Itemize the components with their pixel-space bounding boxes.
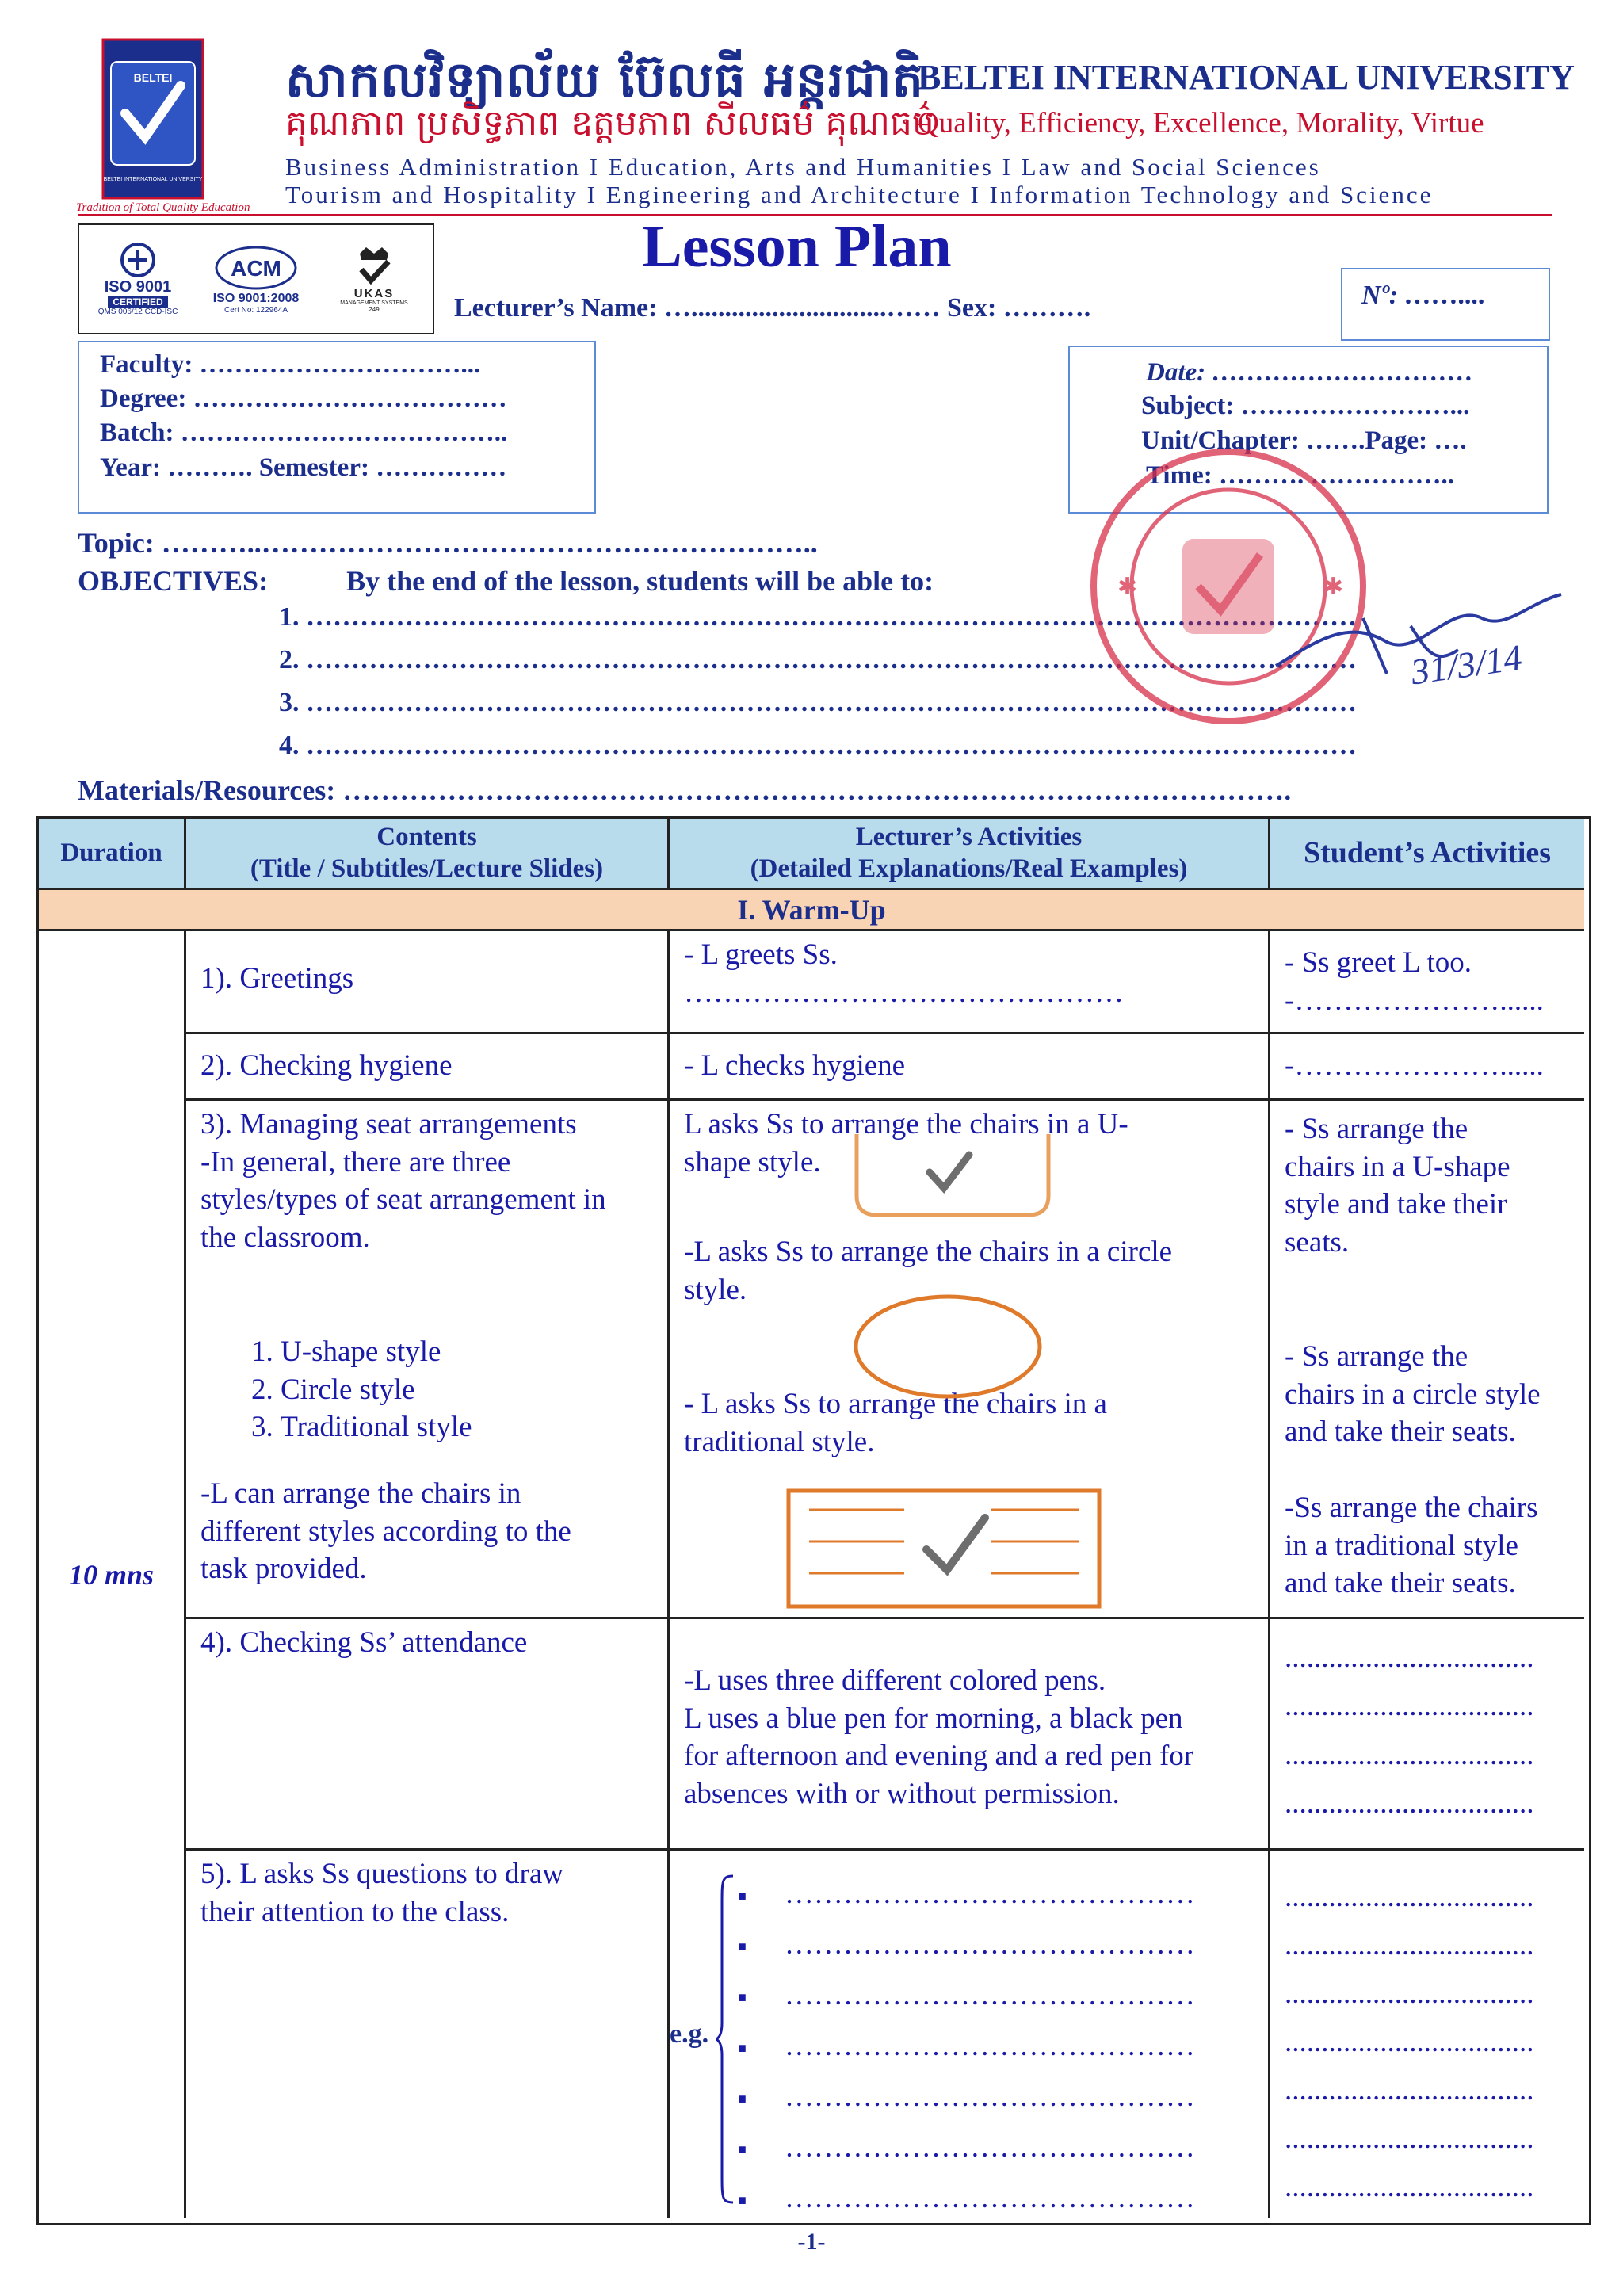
header-lecturer-subtitle: (Detailed Explanations/Real Examples) <box>750 854 1188 883</box>
seat-style-list-item: 3. Traditional style <box>251 1411 472 1444</box>
lecturer-text: style. <box>684 1274 747 1307</box>
lesson-plan-table <box>36 816 1591 2225</box>
content-text: task provided. <box>200 1553 367 1586</box>
example-dots: …………………………………… <box>784 2131 1195 2164</box>
number-field: Nº: …….... <box>1361 281 1486 310</box>
student-dots: .................................. <box>1285 2026 1534 2058</box>
student-dots: -…………………...... <box>1285 984 1544 1017</box>
lecturer-text: L uses a blue pen for morning, a black pen <box>684 1702 1183 1735</box>
time-field: Time: ………. …………….. <box>1146 461 1454 490</box>
faculty-field: Faculty: …………………………... <box>100 350 481 379</box>
example-question-line <box>738 1971 1195 2022</box>
lecturer-cell-questions <box>670 1851 1270 2218</box>
lecturer-dots: ……………………………………… <box>684 976 1124 1009</box>
stamp-date: 31/3/14 <box>1408 636 1525 693</box>
date-field: Date: ………………………… <box>1146 358 1474 387</box>
materials-field: Materials/Resources: ………………………………………………………………………………………. <box>78 774 1292 806</box>
student-text: style and take their <box>1285 1188 1507 1221</box>
student-text: - Ss greet L too. <box>1285 946 1472 979</box>
student-text: in a traditional style <box>1285 1529 1518 1562</box>
example-question-line <box>738 2073 1195 2123</box>
header-lecturer <box>670 819 1270 890</box>
lecturer-text: shape style. <box>684 1145 821 1179</box>
student-dots: .................................. <box>1285 1641 1534 1674</box>
example-dots: …………………………………… <box>784 2080 1195 2114</box>
duration-value: 10 mns <box>68 1558 155 1591</box>
objectives-heading <box>78 564 934 598</box>
student-text: and take their seats. <box>1285 1415 1516 1449</box>
student-cell-questions <box>1270 1851 1584 2218</box>
example-question-line <box>738 2022 1195 2073</box>
university-name-khmer: សាកលវិទ្យាល័យ ប៊ែលធី អន្តរជាតិ <box>285 51 924 109</box>
example-question-list <box>738 1870 1195 2225</box>
content-cell-questions <box>186 1851 670 2218</box>
example-dots: …………………………………… <box>784 2030 1195 2063</box>
course-info-box <box>78 341 596 514</box>
student-dots: .................................. <box>1285 1881 1534 1913</box>
acm-cert-no: Cert No: 122964A <box>223 305 288 315</box>
content-text: 4). Checking Ss’ attendance <box>200 1626 528 1659</box>
student-dots: .................................. <box>1285 2171 1534 2203</box>
content-text: their attention to the class. <box>200 1895 510 1928</box>
student-dots: .................................. <box>1285 1977 1534 2010</box>
header-duration <box>39 819 186 890</box>
example-dots: …………………………………… <box>784 1878 1195 1910</box>
faculties-line-1: Business Administration I Education, Arts and Humanities I Law and Social Sciences <box>285 153 1321 181</box>
student-text: seats. <box>1285 1226 1350 1259</box>
content-text: 5). L asks Ss questions to draw <box>200 1858 564 1890</box>
logo-ring-text: BELTEI INTERNATIONAL UNIVERSITY <box>103 177 203 182</box>
student-cell-hygiene <box>1270 1034 1584 1101</box>
lecturer-text: absences with or without permission. <box>684 1778 1120 1811</box>
student-dots: .................................. <box>1285 1690 1534 1723</box>
student-dots: .................................. <box>1285 2074 1534 2107</box>
example-dots: …………………………………… <box>784 2182 1195 2215</box>
svg-text:✱: ✱ <box>1117 574 1138 600</box>
ukas-label: UKAS <box>353 286 395 300</box>
duration-cell <box>39 931 186 2218</box>
iso-code: QMS 006/12 CCD-ISC <box>97 308 178 316</box>
student-cell-attendance <box>1270 1619 1584 1851</box>
unit-chapter-field: Unit/Chapter: …….Page: …. <box>1141 426 1467 455</box>
acm-certification <box>197 225 315 333</box>
bullet-icon: ■ <box>738 2091 747 2107</box>
objective-line: 3. ……………………………………………………………………………………………………… <box>279 688 1357 717</box>
content-text: -In general, there are three <box>200 1145 511 1179</box>
header-student-label: Student’s Activities <box>1303 835 1552 869</box>
seat-style-list-item: 2. Circle style <box>251 1373 415 1406</box>
curly-brace-icon <box>716 1873 736 2206</box>
student-text: - Ss arrange the <box>1285 1113 1468 1145</box>
bullet-icon: ■ <box>738 1939 747 1955</box>
header-contents-subtitle: (Title / Subtitles/Lecture Slides) <box>250 854 604 883</box>
ukas-sub: MANAGEMENT SYSTEMS <box>340 300 408 306</box>
lecturer-text: L asks Ss to arrange the chairs in a U- <box>684 1108 1128 1140</box>
objective-line: 1. ……………………………………………………………………………………………………… <box>279 602 1357 632</box>
university-logo <box>101 38 204 204</box>
crown-check-icon <box>350 246 398 287</box>
content-cell-hygiene <box>186 1034 670 1101</box>
student-text: and take their seats. <box>1285 1567 1516 1600</box>
page-title: Lesson Plan <box>642 213 952 280</box>
student-dots: .................................. <box>1285 1929 1534 1962</box>
certification-logos <box>78 223 434 334</box>
lecturer-text: - L checks hygiene <box>684 1049 906 1082</box>
student-dots: .................................. <box>1285 1787 1534 1820</box>
u-shape-diagram <box>850 1133 1056 1220</box>
lecturer-cell-hygiene <box>670 1034 1270 1101</box>
lecturer-text: traditional style. <box>684 1425 875 1458</box>
content-text: the classroom. <box>200 1221 370 1255</box>
traditional-diagram <box>785 1488 1102 1614</box>
lecturer-text: - L greets Ss. <box>684 938 838 971</box>
objectives-label: OBJECTIVES: <box>78 565 269 597</box>
checkmark-icon <box>930 1155 969 1188</box>
content-text: 3). Managing seat arrangements <box>200 1108 577 1140</box>
content-text: styles/types of seat arrangement in <box>200 1183 606 1217</box>
student-text: chairs in a U-shape <box>1285 1150 1510 1183</box>
example-question-line <box>738 1920 1195 1971</box>
student-text: chairs in a circle style <box>1285 1377 1541 1411</box>
objective-line: 2. ……………………………………………………………………………………………………… <box>279 645 1357 674</box>
example-label: e.g. <box>670 2019 709 2049</box>
faculties-line-2: Tourism and Hospitality I Engineering and Architecture I Information Technology and Science <box>285 181 1434 208</box>
university-name-english: BELTEI INTERNATIONAL UNIVERSITY <box>918 58 1575 97</box>
example-question-line <box>738 1870 1195 1920</box>
ukas-certification <box>315 225 433 333</box>
seat-style-list-item: 1. U-shape style <box>251 1335 441 1368</box>
year-semester-field: Year: ………. Semester: …………… <box>100 453 507 482</box>
content-cell-attendance <box>186 1619 670 1851</box>
bullet-icon: ■ <box>738 1888 747 1904</box>
bullet-icon: ■ <box>738 2141 747 2158</box>
header-student <box>1270 819 1584 890</box>
bullet-icon: ■ <box>738 2040 747 2057</box>
topic-field: Topic: ………..………………………………………………….. <box>78 527 818 559</box>
student-dots: .................................. <box>1285 2122 1534 2155</box>
acm-globe-icon <box>212 244 300 292</box>
section-warm-up: I. Warm-Up <box>39 890 1584 931</box>
lecturer-cell-seating <box>670 1101 1270 1619</box>
content-cell-greetings <box>186 931 670 1034</box>
iso-globe-icon <box>114 242 162 278</box>
subject-field: Subject: ……………………... <box>1141 392 1470 420</box>
iso-certified: CERTIFIED <box>108 296 167 308</box>
header-contents <box>186 819 670 890</box>
example-dots: …………………………………… <box>784 1928 1195 1962</box>
acm-iso: ISO 9001:2008 <box>212 291 300 305</box>
motto-english: Quality, Efficiency, Excellence, Morality, Virtue <box>918 107 1484 139</box>
header-duration-label: Duration <box>60 838 162 867</box>
header-lecturer-title: Lecturer’s Activities <box>855 822 1083 851</box>
content-text: 2). Checking hygiene <box>200 1049 453 1082</box>
batch-field: Batch: ……………………………….. <box>100 418 508 447</box>
content-text: 1). Greetings <box>200 962 354 995</box>
ukas-number: 249 <box>369 305 380 313</box>
student-text: -Ss arrange the chairs <box>1285 1492 1538 1525</box>
student-cell-greetings <box>1270 931 1584 1034</box>
student-dots: .................................. <box>1285 1738 1534 1771</box>
page-number: -1- <box>797 2229 826 2255</box>
logo-text: BELTEI <box>133 71 173 84</box>
lecturer-text: for afternoon and evening and a red pen for <box>684 1740 1194 1773</box>
lecturer-name-field: Lecturer’s Name: ….............................…… Sex: ………. <box>454 293 1091 323</box>
degree-field: Degree: ……………………………… <box>100 384 507 413</box>
student-text: - Ss arrange the <box>1285 1339 1468 1373</box>
tradition-tagline: Tradition of Total Quality Education <box>76 201 250 214</box>
content-text: -L can arrange the chairs in <box>200 1477 521 1511</box>
iso-label: ISO 9001 <box>104 278 172 296</box>
checkmark-icon <box>926 1518 985 1570</box>
acm-label: ACM <box>231 255 281 281</box>
lecturer-text: -L uses three different colored pens. <box>684 1664 1106 1697</box>
header-contents-title: Contents <box>376 822 477 851</box>
circle-diagram <box>850 1291 1045 1402</box>
content-text: different styles according to the <box>200 1515 571 1548</box>
objective-line: 4. ……………………………………………………………………………………………………… <box>279 731 1357 760</box>
example-question-line <box>738 2174 1195 2225</box>
lecturer-text: - L asks Ss to arrange the chairs in a <box>684 1387 1107 1420</box>
bullet-icon: ■ <box>738 2192 747 2209</box>
student-dots: -…………………...... <box>1285 1049 1544 1082</box>
student-cell-seating <box>1270 1101 1584 1619</box>
content-cell-seating <box>186 1101 670 1619</box>
lecturer-cell-greetings <box>670 931 1270 1034</box>
bullet-icon: ■ <box>738 1989 747 2006</box>
objectives-intro: By the end of the lesson, students will be able to: <box>346 565 934 597</box>
lecturer-text: -L asks Ss to arrange the chairs in a circle <box>684 1236 1173 1269</box>
example-dots: …………………………………… <box>784 1979 1195 2012</box>
iso-certification <box>79 225 197 333</box>
lecturer-cell-attendance <box>670 1619 1270 1851</box>
example-question-line <box>738 2123 1195 2174</box>
svg-text:✱: ✱ <box>1323 574 1344 600</box>
motto-khmer: គុណភាព ប្រសិទ្ធភាព ឧត្តមភាព សីលធម៌ គុណធម៌ <box>285 103 934 143</box>
